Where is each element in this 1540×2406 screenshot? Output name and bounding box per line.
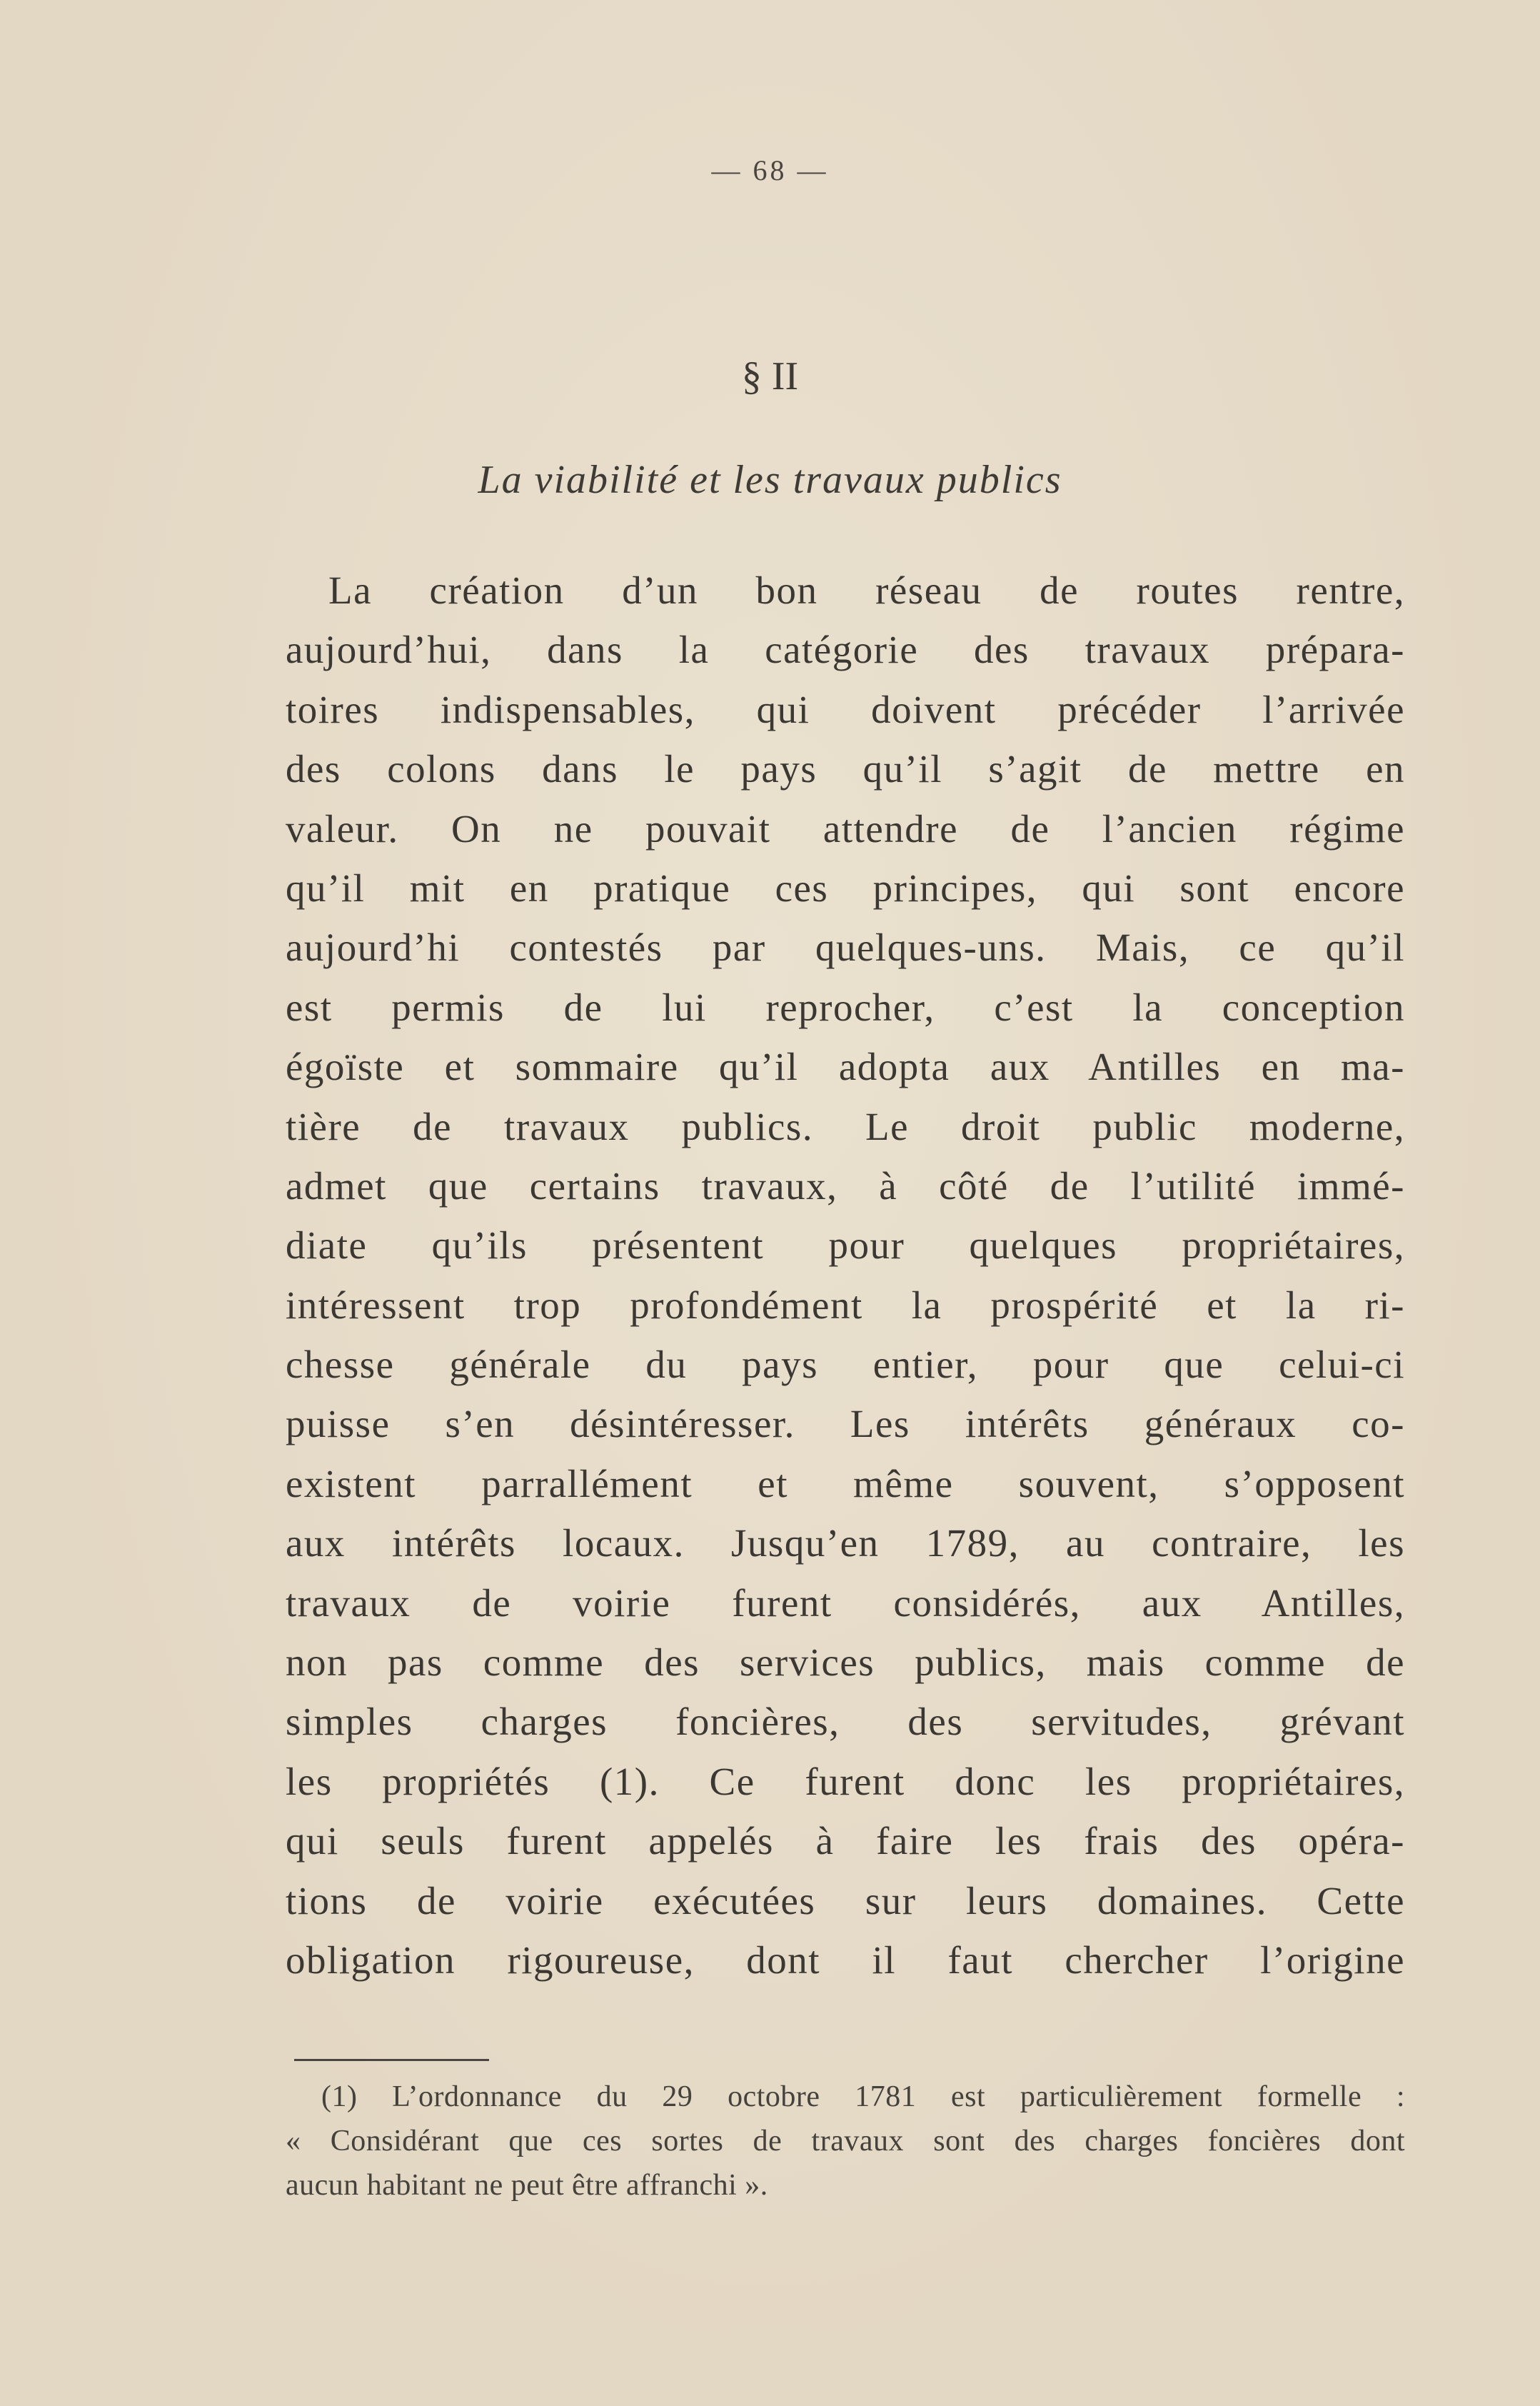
body-line: chesse générale du pays entier, pour que celui-ci [286,1343,1405,1387]
body-line: existent parrallément et même souvent, s’opposent [286,1461,1405,1505]
body-paragraph [286,561,1405,1990]
body-line: qu’il mit en pratique ces principes, qui sont encore [286,866,1405,910]
body-line: travaux de voirie furent considérés, aux Antilles, [286,1580,1405,1625]
body-line: aujourd’hui, dans la catégorie des travaux prépara- [286,628,1405,672]
body-line: aujourd’hi contestés par quelques-uns. Mais, ce qu’il [286,926,1405,970]
body-line: est permis de lui reprocher, c’est la conception [286,985,1405,1029]
body-line: des colons dans le pays qu’il s’agit de mettre en [286,747,1405,791]
body-line: valeur. On ne pouvait attendre de l’ancien régime [286,806,1405,851]
body-line: admet que certains travaux, à côté de l’utilité immé- [286,1163,1405,1208]
footnote-separator [294,2059,489,2061]
body-line: obligation rigoureuse, dont il faut chercher l’origine [286,1938,1405,1982]
body-line: toires indispensables, qui doivent précéder l’arrivée [286,687,1405,731]
body-line: tière de travaux publics. Le droit public moderne, [286,1104,1405,1148]
body-line: puisse s’en désintéresser. Les intérêts généraux co- [286,1402,1405,1446]
body-line: qui seuls furent appelés à faire les frais des opéra- [286,1819,1405,1863]
body-line: diate qu’ils présentent pour quelques propriétaires, [286,1223,1405,1268]
body-line: aux intérêts locaux. Jusqu’en 1789, au contraire, les [286,1521,1405,1565]
body-line: intéressent trop profondément la prospérité et la ri- [286,1283,1405,1327]
footnote [286,2075,1405,2207]
section-number: § II [741,354,799,399]
footnote-line: aucun habitant ne peut être affranchi ». [286,2169,768,2202]
body-line: tions de voirie exécutées sur leurs domaines. Cette [286,1878,1405,1923]
body-line: égoïste et sommaire qu’il adopta aux Antilles en ma- [286,1045,1405,1089]
body-line: simples charges foncières, des servitudes, grévant [286,1700,1405,1744]
body-line: les propriétés (1). Ce furent donc les propriétaires, [286,1759,1405,1803]
body-line: non pas comme des services publics, mais comme de [286,1640,1405,1685]
page-number: — 68 — [711,154,829,186]
section-title: La viabilité et les travaux publics [478,458,1062,502]
footnote-line: (1) L’ordonnance du 29 octobre 1781 est particulièrement formelle : [321,2080,1405,2113]
body-line: La création d’un bon réseau de routes rentre, [328,568,1405,612]
footnote-line: « Considérant que ces sortes de travaux sont des charges foncières dont [286,2125,1405,2157]
